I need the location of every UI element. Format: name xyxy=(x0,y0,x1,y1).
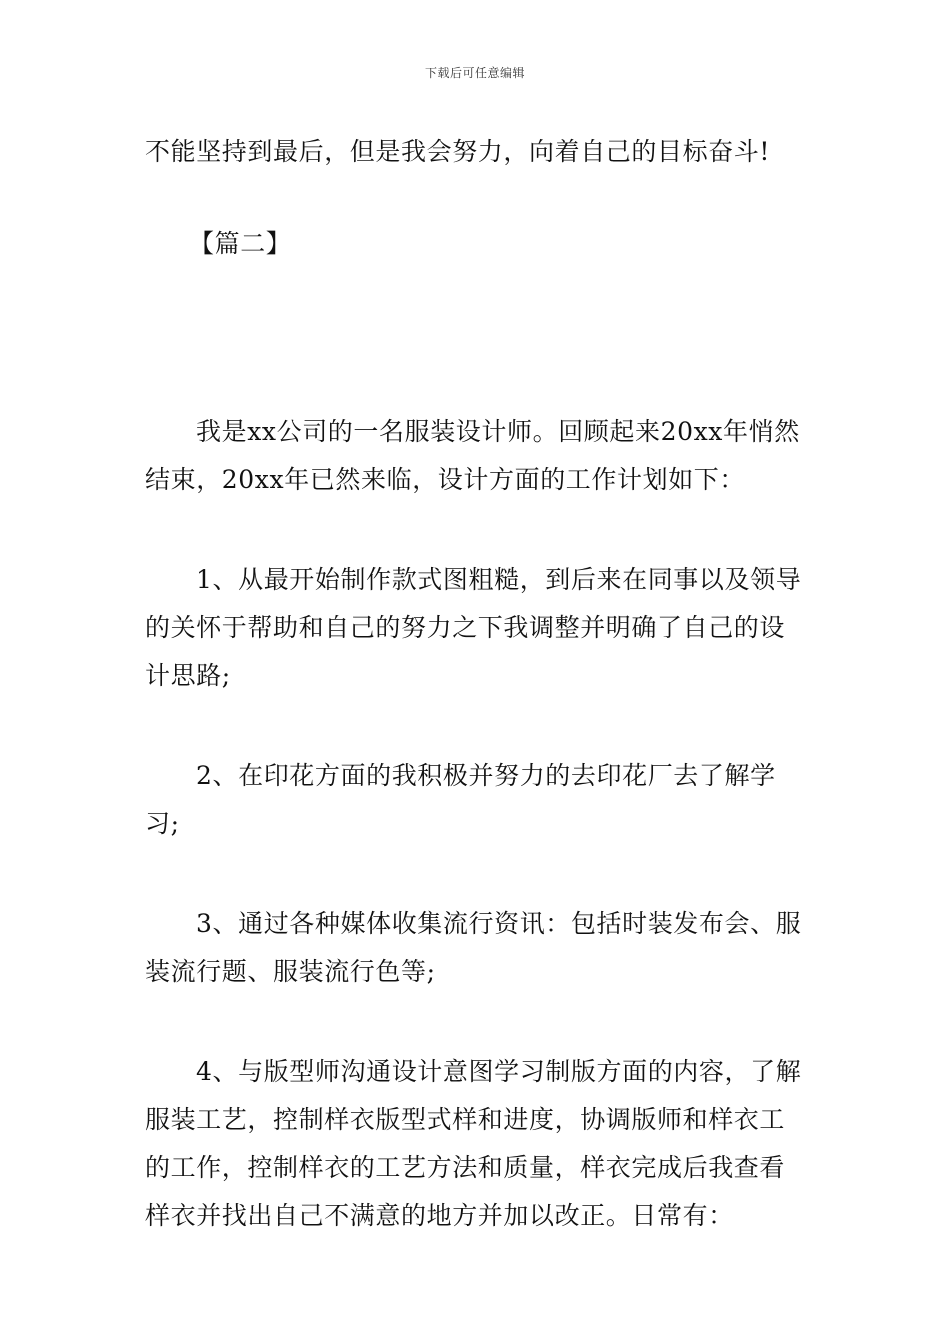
list-item: 3、通过各种媒体收集流行资讯：包括时装发布会、服装流行题、服装流行色等; xyxy=(145,909,802,986)
section-heading: 【篇二】 xyxy=(189,229,292,258)
continuation-paragraph: 不能坚持到最后，但是我会努力，向着自己的目标奋斗! xyxy=(145,137,771,166)
list-item: 1、从最开始制作款式图粗糙，到后来在同事以及领导的关怀于帮助和自己的努力之下我调整并明确了自己的设计思路; xyxy=(145,565,802,690)
spacer xyxy=(145,996,807,1048)
spacer xyxy=(145,848,807,900)
spacer xyxy=(145,176,807,220)
spacer xyxy=(145,700,807,752)
list-item: 2、在印花方面的我积极并努力的去印花厂去了解学习; xyxy=(145,761,776,838)
intro-paragraph: 我是xx公司的一名服装设计师。回顾起来20xx年悄然结束，20xx年已然来临，设计方面的工作计划如下： xyxy=(145,417,800,494)
page-header-note: 下载后可任意编辑 xyxy=(424,66,525,80)
spacer xyxy=(145,504,807,556)
spacer xyxy=(145,268,807,408)
list-item: 4、与版型师沟通设计意图学习制版方面的内容，了解服装工艺，控制样衣版型式样和进度，协调版师和样衣工的工作，控制样衣的工艺方法和质量，样衣完成后我查看样衣并找出自己不满意的地方并加以改正。日常有： xyxy=(145,1057,802,1230)
document-body xyxy=(145,128,807,1240)
